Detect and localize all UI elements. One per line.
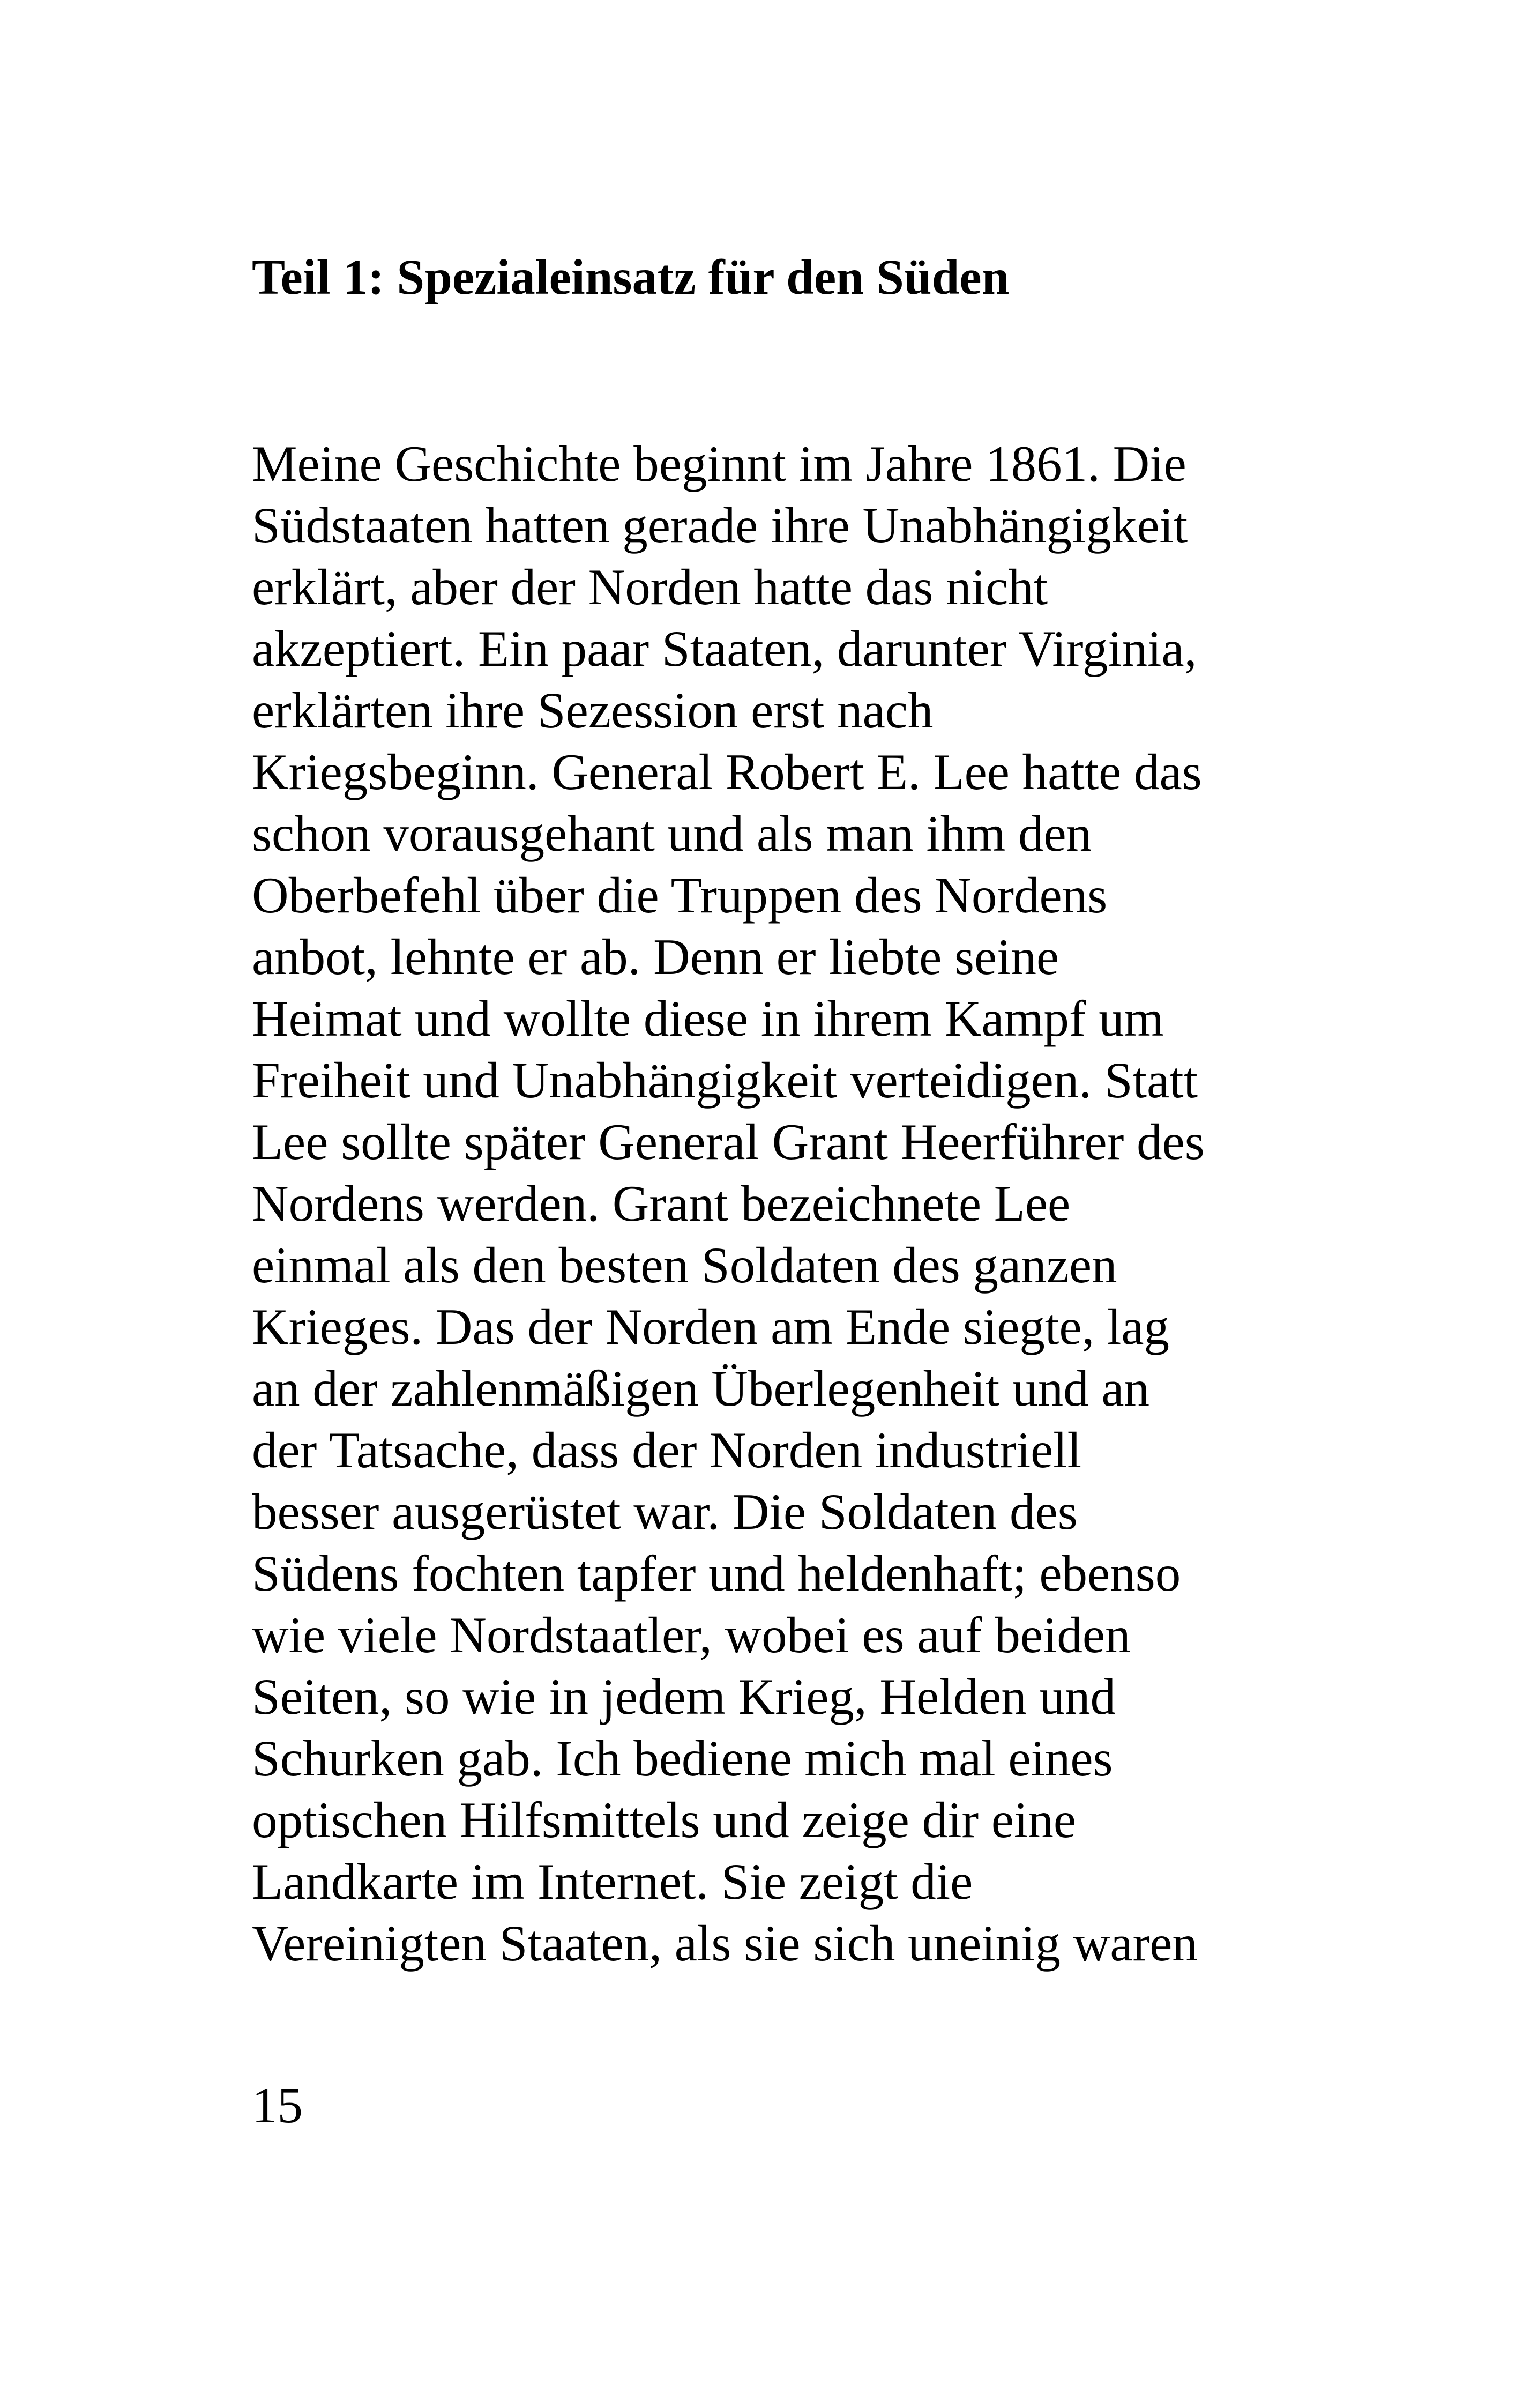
- chapter-heading: Teil 1: Spezialeinsatz für den Süden: [252, 250, 1010, 305]
- body-line: erklärten ihre Sezession erst nach: [252, 682, 934, 739]
- body-line: anbot, lehnte er ab. Denn er liebte seine: [252, 928, 1059, 985]
- body-line: Oberbefehl über die Truppen des Nordens: [252, 867, 1108, 924]
- body-text: [252, 433, 1324, 1974]
- body-line: Kriegsbeginn. General Robert E. Lee hatte das: [252, 744, 1202, 800]
- body-line: Nordens werden. Grant bezeichnete Lee: [252, 1175, 1071, 1232]
- page-number: 15: [252, 2077, 303, 2134]
- body-line: Meine Geschichte beginnt im Jahre 1861. Die: [252, 435, 1186, 492]
- body-line: einmal als den besten Soldaten des ganzen: [252, 1237, 1117, 1294]
- body-line: Vereinigten Staaten, als sie sich uneinig waren: [252, 1915, 1198, 1972]
- body-line: Lee sollte später General Grant Heerführer des: [252, 1113, 1205, 1170]
- body-line: der Tatsache, dass der Norden industriell: [252, 1422, 1082, 1478]
- body-line: optischen Hilfsmittels und zeige dir eine: [252, 1792, 1077, 1848]
- body-line: Südens fochten tapfer und heldenhaft; ebenso: [252, 1545, 1181, 1602]
- body-line: akzeptiert. Ein paar Staaten, darunter Virginia,: [252, 620, 1197, 677]
- body-line: schon vorausgehant und als man ihm den: [252, 805, 1092, 862]
- body-line: Krieges. Das der Norden am Ende siegte, lag: [252, 1298, 1170, 1355]
- body-line: an der zahlenmäßigen Überlegenheit und an: [252, 1360, 1149, 1417]
- body-line: wie viele Nordstaatler, wobei es auf beiden: [252, 1607, 1131, 1663]
- body-line: Schurken gab. Ich bediene mich mal eines: [252, 1730, 1113, 1787]
- body-line: besser ausgerüstet war. Die Soldaten des: [252, 1483, 1078, 1540]
- body-line: Freiheit und Unabhängigkeit verteidigen. Statt: [252, 1052, 1198, 1109]
- body-line: erklärt, aber der Norden hatte das nicht: [252, 559, 1048, 615]
- body-line: Seiten, so wie in jedem Krieg, Helden und: [252, 1668, 1116, 1725]
- body-line: Landkarte im Internet. Sie zeigt die: [252, 1853, 973, 1910]
- body-line: Heimat und wollte diese in ihrem Kampf um: [252, 990, 1164, 1047]
- body-line: Südstaaten hatten gerade ihre Unabhängigkeit: [252, 497, 1188, 554]
